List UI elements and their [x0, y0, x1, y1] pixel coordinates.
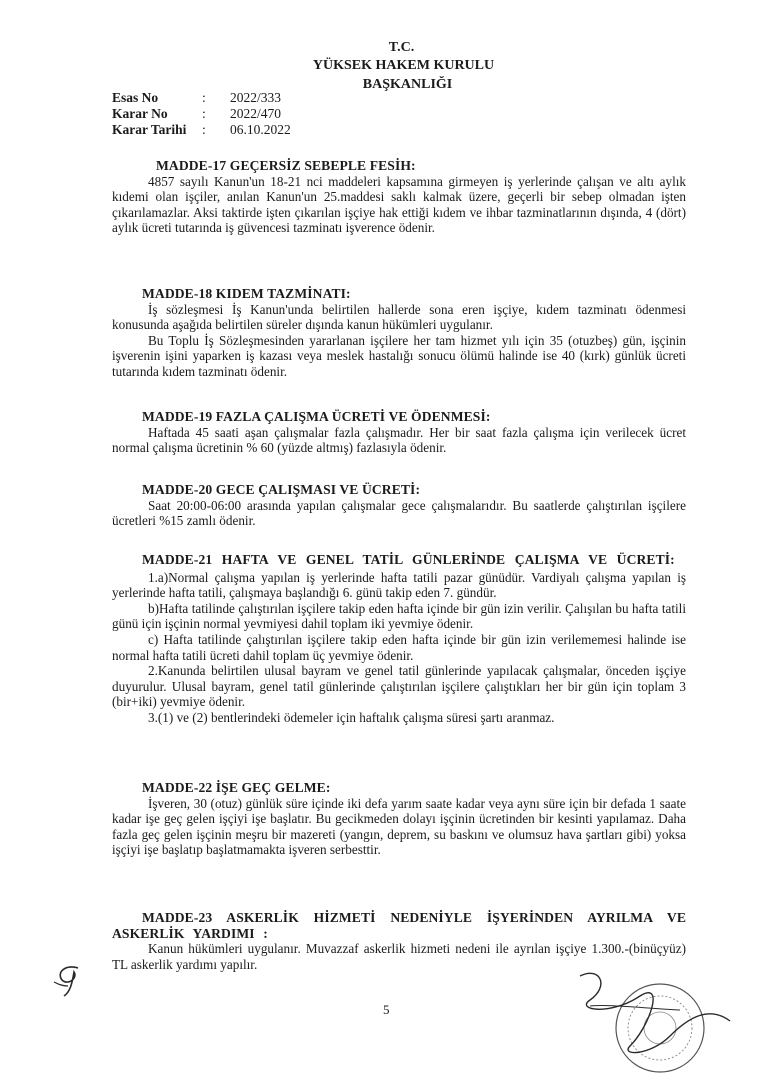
- article-20-title: MADDE-20 GECE ÇALIŞMASI VE ÜCRETİ:: [142, 482, 421, 497]
- article-21-paragraph-3: c) Hafta tatilinde çalıştırılan işçilere takip eden hafta içinde bir gün izin verilememesi halinde ise normal hafta tatili ücreti dahil toplam üç yevmiye ödenir.: [112, 631, 686, 663]
- article-19-title: MADDE-19 FAZLA ÇALIŞMA ÜCRETİ VE ÖDENMESİ:: [142, 409, 491, 424]
- article-20: [112, 482, 686, 529]
- tarih-label: Karar Tarihi: [112, 122, 187, 137]
- esas-value: 2022/333: [230, 90, 282, 105]
- handwritten-initial-icon: [48, 962, 98, 998]
- article-21-paragraph-1: 1.a)Normal çalışma yapılan iş yerlerinde hafta tatili pazar günüdür. Vardiyalı çalışma yapılan iş yerlerinde hafta tatili, çalışmaya başlandığı 6. günü takip eden 7. gündür.: [112, 569, 686, 601]
- colon: :: [202, 122, 206, 137]
- colon: :: [202, 106, 206, 121]
- article-19-paragraph: Haftada 45 saati aşan çalışmalar fazla çalışmadır. Her bir saat fazla çalışma için verilecek ücret normal çalışma ücretinin % 60 (yüzde altmış) fazlasıyla ödenir.: [112, 424, 686, 456]
- karar-label: Karar No: [112, 106, 168, 121]
- article-22: [112, 780, 686, 858]
- article-20-paragraph: Saat 20:00-06:00 arasında yapılan çalışmalar gece çalışmalarıdır. Bu saatlerde çalıştırılan işçilere ücretleri %15 zamlı ödenir.: [112, 497, 686, 529]
- case-metadata: [112, 90, 291, 138]
- article-23: [112, 910, 686, 972]
- article-23-paragraph: Kanun hükümleri uygulanır. Muvazzaf askerlik hizmeti nedeni ile ayrılan işçiye 1.300.-(binüçyüz) TL askerlik yardımı yapılır.: [112, 941, 686, 972]
- header-presidency: BAŞKANLIĞI: [362, 77, 453, 92]
- esas-row: [112, 90, 291, 106]
- header-tc: T.C.: [388, 40, 415, 55]
- karar-row: [112, 106, 291, 122]
- colon: :: [202, 90, 206, 105]
- article-21-paragraph-5: 3.(1) ve (2) bentlerindeki ödemeler için haftalık çalışma süresi şartı aranmaz.: [148, 709, 555, 725]
- article-18-paragraph-2: Bu Toplu İş Sözleşmesinden yararlanan işçilere her tam hizmet yılı için 35 (otuzbeş) gün, işçinin işverenin işini yaparken iş kazası veya meslek hastalığı sonucu ölümü halinde ise 40 (kırk) günlük ücreti tutarında kıdem tazminatı ödenir.: [112, 332, 686, 379]
- article-21: [112, 552, 686, 726]
- article-17-paragraph: 4857 sayılı Kanun'un 18-21 nci maddeleri kapsamına girmeyen iş yerlerinde çalışan ve altı aylık kıdemi olan işçiler, anılan Kanun'un 25.maddesi saklı kalmak üzere, geçerli bir sebep olmadan işten çıkarılamazlar. Aksi taktirde işten çıkarılan işçiye hak ettiği kıdem ve ihbar tazminatlarının dışında, 4 (dört) aylık ücreti tutarında iş güvencesi tazminatı işverence ödenir.: [112, 173, 686, 236]
- header-institution: YÜKSEK HAKEM KURULU: [312, 58, 495, 73]
- article-18-paragraph-1: İş sözleşmesi İş Kanun'unda belirtilen hallerde sona eren işçiye, kıdem tazminatı ödenmesi konusunda aşağıda belirtilen süreler dışında kanun hükümleri uygulanır.: [112, 301, 686, 333]
- tarih-value: 06.10.2022: [230, 122, 291, 137]
- article-21-paragraph-2: b)Hafta tatilinde çalıştırılan işçilere takip eden hafta içinde bir gün izin verilir. Çalışılan bu hafta tatili günü için işçinin normal yevmiyesi dahil toplam iki yevmiye ödenir.: [112, 600, 686, 632]
- official-seal-icon: [570, 966, 750, 1076]
- article-21-title: MADDE-21 HAFTA VE GENEL TATİL GÜNLERİNDE ÇALIŞMA VE ÜCRETİ:: [142, 552, 675, 567]
- article-23-title: MADDE-23 ASKERLİK HİZMETİ NEDENİYLE İŞYERİNDEN AYRILMA VE ASKERLİK YARDIMI :: [112, 910, 686, 941]
- karar-value: 2022/470: [230, 106, 282, 121]
- article-22-title: MADDE-22 İŞE GEÇ GELME:: [142, 780, 331, 795]
- article-17-title: MADDE-17 GEÇERSİZ SEBEPLE FESİH:: [156, 158, 416, 173]
- article-22-paragraph: İşveren, 30 (otuz) günlük süre içinde iki defa yarım saate kadar veya aynı süre için bir defada 1 saate kadar işe geç gelen işçiyi işe başlatır. Bu gecikmeden dolayı işçinin ücretinden bir kesinti yapılamaz. Daha fazla geç gelen işçinin meşru bir mazereti (yangın, deprem, su baskını ve olumsuz hava şartları gibi) yoksa işçiyi işe başlatıp başlatmamakta işveren serbesttir.: [112, 795, 686, 858]
- article-19: [112, 409, 686, 456]
- article-18: [112, 286, 686, 380]
- article-18-title: MADDE-18 KIDEM TAZMİNATI:: [142, 286, 351, 301]
- page-number: 5: [383, 1002, 390, 1017]
- esas-label: Esas No: [112, 90, 159, 105]
- tarih-row: [112, 122, 291, 138]
- article-17: [112, 158, 686, 236]
- article-21-paragraph-4: 2.Kanunda belirtilen ulusal bayram ve genel tatil günlerinde yapılacak çalışmalar, önceden işçiye duyurulur. Ulusal bayram, genel tatil günlerinde çalıştırılan işçilere çalıştıkları her bir gün için toplam 3 (bir+iki) yevmiye ödenir.: [112, 663, 686, 710]
